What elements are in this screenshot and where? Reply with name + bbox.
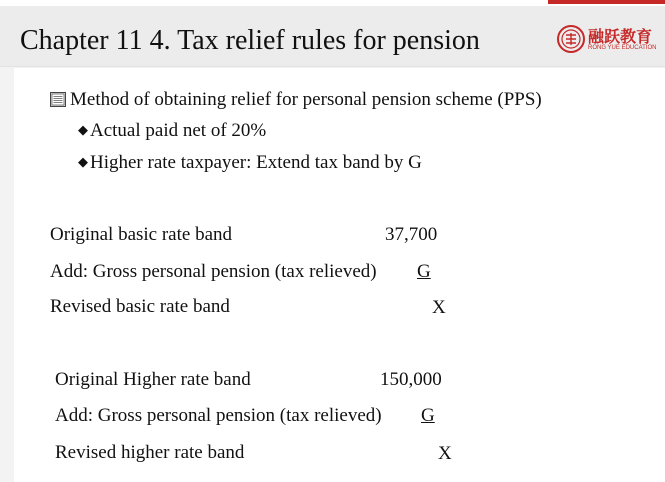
- basic-band-row-value: G: [417, 261, 431, 282]
- logo-emblem-icon: [556, 24, 586, 54]
- higher-band-row-value: G: [421, 405, 435, 426]
- diamond-bullet-icon: ◆: [78, 154, 88, 169]
- basic-band-row-label: Revised basic rate band: [50, 296, 230, 317]
- higher-band-row-label: Original Higher rate band: [55, 369, 251, 390]
- higher-band-row-value: 150,000: [380, 369, 442, 390]
- basic-band-row-label: Original basic rate band: [50, 224, 233, 245]
- basic-band-row-value: 37,700: [385, 224, 438, 245]
- diamond-bullet-icon: ◆: [78, 122, 88, 137]
- basic-band-row-value: X: [432, 297, 446, 318]
- bullet-item: [78, 151, 422, 176]
- higher-band-row-label: Add: Gross personal pension (tax relieved): [55, 405, 382, 426]
- logo-text: 融跃教育: [588, 27, 653, 46]
- basic-band-row-label: Add: Gross personal pension (tax relieved): [50, 261, 377, 282]
- slide-title: Chapter 11 4. Tax relief rules for pension: [20, 25, 480, 56]
- bullet-text: Actual paid net of 20%: [90, 120, 267, 141]
- higher-band-row-value: X: [438, 443, 452, 464]
- brand-logo: [556, 22, 660, 58]
- bullet-item: [78, 119, 266, 144]
- logo-subtext: RONG YUE EDUCATION: [588, 45, 657, 51]
- bullet-text: Higher rate taxpayer: Extend tax band by G: [90, 152, 422, 173]
- slide-header: [0, 6, 665, 67]
- top-accent-bar: [548, 0, 665, 4]
- intro-heading: Method of obtaining relief for personal pension scheme (PPS): [70, 89, 542, 110]
- book-icon: [50, 92, 66, 107]
- higher-band-row-label: Revised higher rate band: [55, 442, 245, 463]
